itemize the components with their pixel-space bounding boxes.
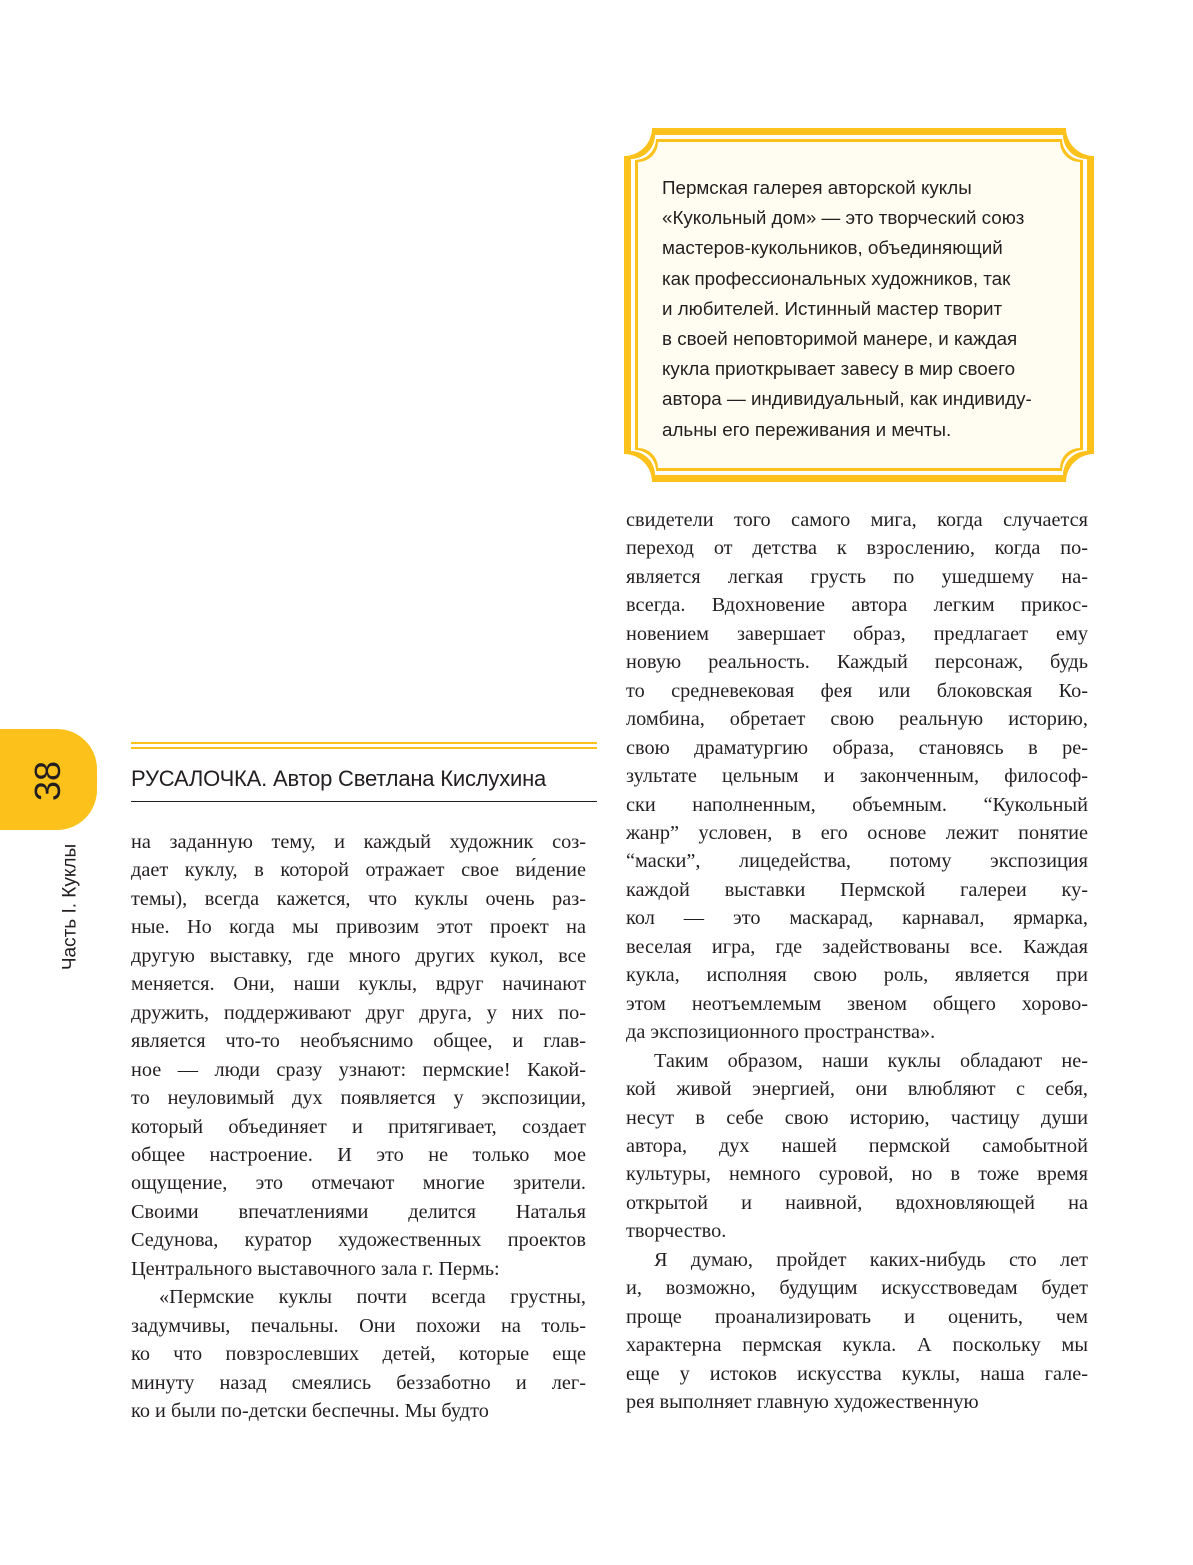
text-line: ощущение, это отмечают многие зрители. — [131, 1172, 586, 1195]
page-number: 38 — [27, 760, 68, 802]
text-line: жанр” условен, в его основе лежит понятие — [626, 821, 1088, 844]
callout-line: как профессиональных художников, так — [662, 267, 1011, 289]
callout-line: мастеров-кукольников, объединяющий — [662, 237, 1003, 259]
text-line: ное — люди сразу узнают: пермские! Какой- — [131, 1058, 586, 1081]
text-line: да экспозиционного пространства». — [626, 1021, 936, 1044]
callout-line: в своей неповторимой манере, и каждая — [662, 328, 1018, 350]
text-line: на заданную тему, и каждый художник соз- — [131, 831, 586, 853]
text-line: то неуловимый дух появляется у экспозиции, — [131, 1087, 586, 1110]
text-line: творчество. — [626, 1220, 727, 1243]
text-line: задумчивы, печальны. Они похожи на толь- — [131, 1314, 586, 1337]
text-line: проще проанализировать и оценить, чем — [626, 1305, 1088, 1328]
text-line: ломбина, обретает свою реальную историю, — [626, 708, 1088, 731]
text-line: ко что повзрослевших детей, которые еще — [131, 1343, 586, 1366]
text-line: кукла, исполняя свою роль, является при — [626, 964, 1088, 987]
text-line: Седунова, куратор художественных проектов — [131, 1229, 586, 1252]
text-line: ные. Но когда мы привозим этот проект на — [131, 916, 586, 939]
text-line: еще у истоков искусства куклы, наша гале- — [626, 1362, 1088, 1385]
callout-box — [624, 128, 1094, 482]
text-line: ски наполненным, объемным. “Кукольный — [626, 793, 1088, 816]
callout-line: и любителей. Истинный мастер творит — [662, 297, 1003, 319]
text-line: общее настроение. И это не только мое — [131, 1143, 586, 1166]
callout-line: кукла приоткрывает завесу в мир своего — [662, 358, 1016, 380]
text-line: характерна пермская кукла. А поскольку мы — [626, 1334, 1088, 1357]
caption-rule-top — [131, 742, 597, 749]
caption-rule-bottom — [131, 801, 597, 802]
left-column-text — [131, 828, 586, 1426]
text-line: другую выставку, где много других кукол, все — [131, 944, 586, 967]
text-line: дает куклу, в которой отражает свое ви́дение — [131, 859, 586, 882]
text-line: Своими впечатлениями делится Наталья — [131, 1200, 586, 1223]
text-line: который объединяет и притягивает, создает — [131, 1115, 586, 1138]
text-line: кой живой энергией, они влюбляют с себя, — [626, 1078, 1088, 1101]
callout-line: Пермская галерея авторской куклы — [662, 177, 972, 198]
text-line: этом неотъемлемым звеном общего хорово- — [626, 992, 1088, 1015]
text-line: “маски”, лицедейства, потому экспозиция — [626, 850, 1088, 873]
text-line: несут в себе свою историю, частицу души — [626, 1106, 1088, 1129]
text-line: то средневековая фея или блоковская Ко- — [626, 679, 1088, 702]
section-label: Часть I. Куклы — [59, 843, 81, 971]
callout-line: альны его переживания и мечты. — [662, 418, 952, 440]
text-line: дружить, поддерживают друг друга, у них по- — [131, 1001, 586, 1024]
callout-text — [662, 173, 1062, 445]
text-line: является легкая грусть по ушедшему на- — [626, 565, 1088, 588]
text-line: Центрального выставочного зала г. Пермь: — [131, 1257, 500, 1280]
text-line: кол — это маскарад, карнавал, ярмарка, — [626, 907, 1088, 930]
callout-line: «Кукольный дом» — это творческий союз — [662, 207, 1025, 229]
text-line: новую реальность. Каждый персонаж, будь — [626, 651, 1088, 674]
text-line: новением завершает образ, предлагает ему — [626, 622, 1088, 645]
text-line: является что-то необъяснимо общее, и глав- — [131, 1030, 586, 1053]
text-line: культуры, немного суровой, но в тоже время — [626, 1163, 1088, 1186]
text-line: каждой выставки Пермской галереи ку- — [626, 878, 1088, 901]
text-line: Я думаю, пройдет каких-нибудь сто лет — [654, 1248, 1088, 1271]
text-line: меняется. Они, наши куклы, вдруг начинают — [131, 973, 586, 996]
right-column-text — [626, 506, 1088, 1417]
text-line: темы), всегда кажется, что куклы очень раз- — [131, 887, 586, 910]
text-line: минуту назад смеялись беззаботно и лег- — [131, 1371, 586, 1394]
text-line: рея выполняет главную художественную — [626, 1391, 979, 1414]
text-line: всегда. Вдохновение автора легким прикос- — [626, 594, 1088, 617]
text-line: Таким образом, наши куклы обладают не- — [654, 1049, 1088, 1072]
text-line: веселая игра, где задействованы все. Каждая — [626, 935, 1088, 958]
text-line: «Пермские куклы почти всегда грустны, — [159, 1286, 586, 1309]
text-line: открытой и наивной, вдохновляющей на — [626, 1191, 1088, 1214]
text-line: и, возможно, будущим искусствоведам будет — [626, 1277, 1088, 1300]
text-line: автора, дух нашей пермской самобытной — [626, 1134, 1088, 1157]
text-line: свидетели того самого мига, когда случается — [626, 509, 1088, 531]
photo-caption: РУСАЛОЧКА. Автор Светлана Кислухина — [131, 766, 547, 791]
text-line: зультате цельным и законченным, философ- — [626, 765, 1088, 788]
text-line: переход от детства к взрослению, когда по- — [626, 537, 1088, 560]
callout-line: автора — индивидуальный, как индивиду- — [662, 388, 1032, 410]
text-line: свою драматургию образа, становясь в ре- — [626, 736, 1088, 759]
text-line: ко и были по-детски беспечны. Мы будто — [131, 1400, 489, 1423]
